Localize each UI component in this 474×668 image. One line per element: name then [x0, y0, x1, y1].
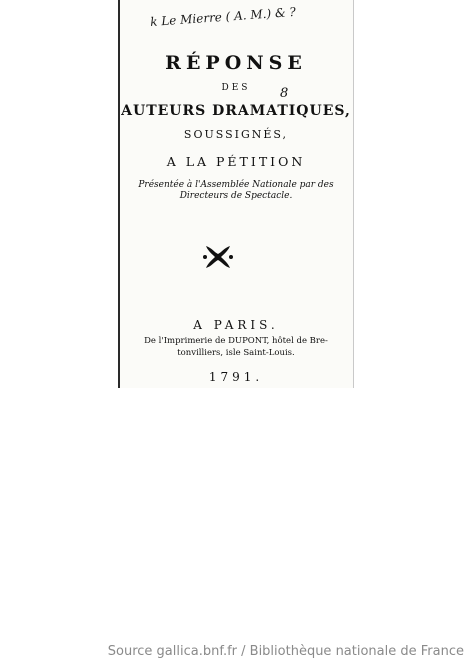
imprint-city: A PARIS.: [193, 318, 279, 332]
subtitle-line-2: Directeurs de Spectacle.: [179, 191, 293, 201]
imprint-year: 1791.: [208, 370, 264, 384]
source-footer: Source gallica.bnf.fr / Bibliothèque nationale de France: [107, 644, 464, 659]
page-title: RÉPONSE: [165, 52, 307, 74]
title-line-des: DES: [221, 83, 251, 93]
title-line-soussignes: SOUSSIGNÉS,: [183, 128, 289, 141]
title-line-auteurs: AUTEURS DRAMATIQUES,: [121, 103, 351, 119]
imprint-line-1: De l'Imprimerie de DUPONT, hôtel de Bre-: [144, 336, 328, 346]
handwritten-note: k Le Mierre ( A. M.) & ?: [149, 4, 297, 29]
imprint-line-2: tonvilliers, isle Saint-Louis.: [177, 348, 295, 358]
subtitle: [118, 180, 354, 202]
printer-ornament-icon: [200, 242, 236, 272]
title-line-petition: A LA PÉTITION: [166, 154, 306, 169]
imprint-printer: [118, 335, 354, 359]
handwritten-number: 8: [280, 86, 289, 101]
subtitle-line-1: Présentée à l'Assemblée Nationale par des: [138, 180, 334, 190]
